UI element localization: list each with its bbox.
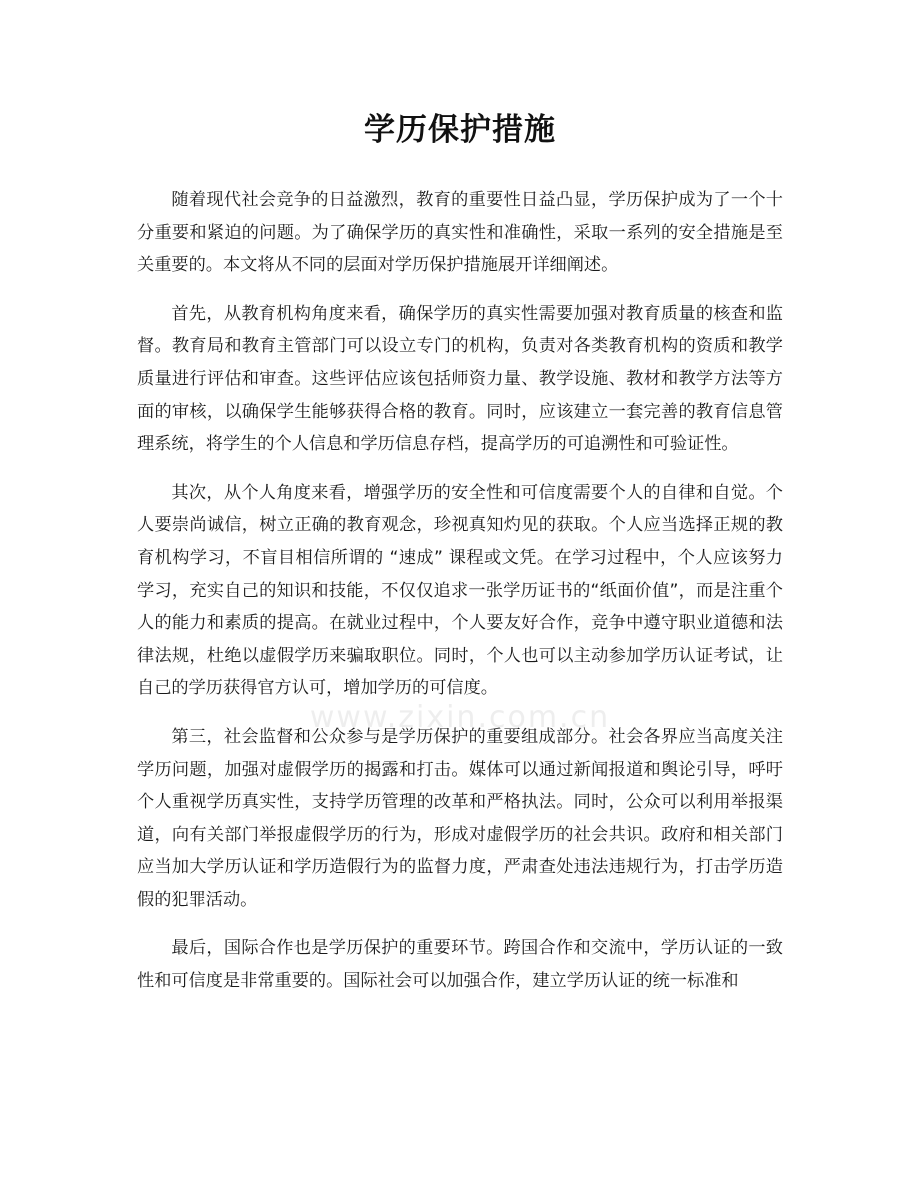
paragraph-institution: 首先，从教育机构角度来看，确保学历的真实性需要加强对教育质量的核查和监督。教育局和教育主管部门可以设立专门的机构，负责对各类教育机构的资质和教学质量进行评估和审查。这些评估应该包括师资力量、教学设施、教材和教学方法等方面的审核，以确保学生能够获得合格的教育。同时，应该建立一套完善的教育信息管理系统，将学生的个人信息和学历信息存档，提高学历的可追溯性和可验证性。 — [137, 303, 783, 455]
watermark: www.zixin.com.cn — [309, 700, 611, 735]
document-title: 学历保护措施 — [364, 112, 556, 148]
paragraph-individual: 其次，从个人角度来看，增强学历的安全性和可信度需要个人的自律和自觉。个人要崇尚诚信，树立正确的教育观念，珍视真知灼见的获取。个人应当选择正规的教育机构学习，不盲目相信所谓的 “速成” 课程或文凭。在学习过程中，个人应该努力学习，充实自己的知识和技能，不仅仅追求一张学历证书的“纸面价值”，而是注重个人的能力和素质的提高。在就业过程中，个人要友好合作，竞争中遵守职业道德和法律法规，杜绝以虚假学历来骗取职位。同时，个人也可以主动参加学历认证考试，让自己的学历获得官方认可，增加学历的可信度。 — [137, 482, 783, 699]
document-body — [137, 184, 783, 1014]
paragraph-international: 最后，国际合作也是学历保护的重要环节。跨国合作和交流中，学历认证的一致性和可信度是非常重要的。国际社会可以加强合作，建立学历认证的统一标准和 — [137, 938, 783, 992]
paragraph-intro: 随着现代社会竞争的日益激烈，教育的重要性日益凸显，学历保护成为了一个十分重要和紧迫的问题。为了确保学历的真实性和准确性，采取一系列的安全措施是至关重要的。本文将从不同的层面对学历保护措施展开详细阐述。 — [137, 190, 783, 276]
paragraph-society: 第三，社会监督和公众参与是学历保护的重要组成部分。社会各界应当高度关注学历问题，加强对虚假学历的揭露和打击。媒体可以通过新闻报道和舆论引导，呼吁个人重视学历真实性，支持学历管理的改革和严格执法。同时，公众可以利用举报渠道，向有关部门举报虚假学历的行为，形成对虚假学历的社会共识。政府和相关部门应当加大学历认证和学历造假行为的监督力度，严肃查处违法违规行为，打击学历造假的犯罪活动。 — [137, 726, 783, 910]
